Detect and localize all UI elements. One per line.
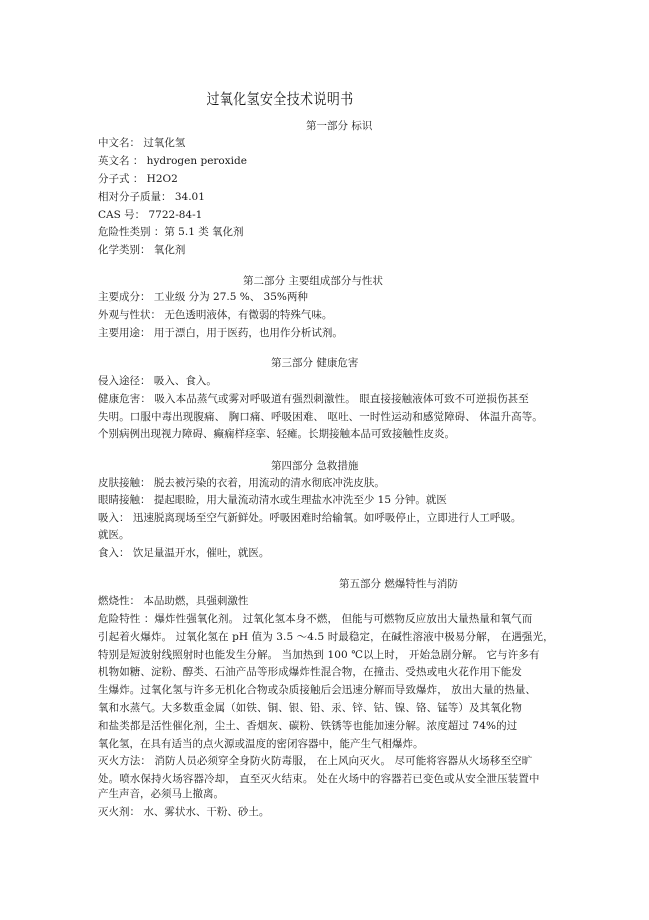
firefighting-method-line-1: 灭火方法： 消防人员必须穿全身防火防毒服， 在上风向灭火。 尽可能将容器从火场移至空旷 (98, 755, 533, 767)
firefighting-method-line-3: 产生声音，必须马上撤离。 (98, 788, 224, 800)
skin-contact-line: 皮肤接触： 脱去被污染的衣着，用流动的清水彻底冲洗皮肤。 (98, 477, 385, 489)
hazard-property-line-3: 特别是短波射线照射时也能发生分解。 当加热到 100 ℃以上时， 开始急剧分解。 它与许多有 (98, 649, 540, 661)
hazard-class-line: 危险性类别 ：第 5.1 类 氧化剂 (98, 226, 244, 238)
flammability-line: 燃烧性： 本品助燃，具强刺激性 (98, 595, 249, 607)
section-heading-fire-explosion: 第五部分 燃爆特性与消防 (339, 578, 458, 590)
health-hazard-line-3: 个别病例出现视力障碍、癫痫样痉挛、轻瘫。长期接触本品可致接触性皮炎。 (98, 428, 455, 440)
document-title: 过氧化氢安全技术说明书 (206, 90, 354, 108)
cas-number-line: CAS 号： 7722-84-1 (98, 209, 203, 221)
section-heading-composition: 第二部分 主要组成部分与性状 (243, 275, 383, 287)
section-heading-health-hazards: 第三部分 健康危害 (271, 357, 359, 369)
chinese-name-line: 中文名： 过氧化氢 (98, 137, 186, 149)
inhalation-line: 吸入： 迅速脱离现场至空气新鲜处。呼吸困难时给输氧。如呼吸停止，立即进行人工呼吸。 (98, 512, 522, 524)
firefighting-method-line-2: 处。喷水保持火场容器冷却， 直至灭火结束。 处在火场中的容器若已变色或从安全泄压装置中 (98, 773, 540, 785)
hazard-property-line-4: 机物如糖、淀粉、醇类、石油产品等形成爆炸性混合物，在撞击、受热或电火花作用下能发 (98, 666, 522, 678)
health-hazard-line-1: 健康危害： 吸入本品蒸气或雾对呼吸道有强烈刺激性。 眼直接接触液体可致不可逆损伤甚至 (98, 393, 529, 405)
hazard-property-line-2: 引起着火爆炸。 过氧化氢在 pH 值为 3.5 ～4.5 时最稳定，在碱性溶液中极易分解， 在遇强光， (98, 631, 554, 643)
ingestion-line: 食入： 饮足量温开水，催吐，就医。 (98, 547, 270, 559)
extinguishing-agent-line: 灭火剂： 水、雾状水、干粉、砂土。 (98, 806, 270, 818)
hazard-property-line-5: 生爆炸。过氧化氢与许多无机化合物或杂质接触后会迅速分解而导致爆炸， 放出大量的热量、 (98, 684, 537, 696)
chemical-category-line: 化学类别： 氧化剂 (98, 244, 186, 256)
section-heading-first-aid: 第四部分 急救措施 (271, 460, 359, 472)
eye-contact-line: 眼睛接触： 提起眼睑，用大量流动清水或生理盐水冲洗至少 15 分钟。就医 (98, 494, 447, 506)
main-components-line: 主要成分： 工业级 分为 27.5 %、 35%两种 (98, 291, 308, 303)
english-name-line: 英文名 ： hydrogen peroxide (98, 155, 247, 167)
exposure-route-line: 侵入途径： 吸入、食入。 (98, 375, 217, 387)
molecular-weight-line: 相对分子质量： 34.01 (98, 191, 205, 203)
hazard-property-line-1: 危险特性 ：爆炸性强氧化剂。 过氧化氢本身不燃， 但能与可燃物反应放出大量热量和氧气而 (98, 613, 533, 625)
health-hazard-line-2: 失明。口服中毒出现腹痛、 胸口痛、呼吸困难、 呕吐、一时性运动和感觉障碍、 体温升高等。 (98, 411, 543, 423)
main-uses-line: 主要用途： 用于漂白，用于医药，也用作分析试剂。 (98, 327, 343, 339)
appearance-line: 外观与性状： 无色透明液体，有微弱的特殊气味。 (98, 309, 333, 321)
section-heading-identification: 第一部分 标识 (306, 120, 373, 132)
hazard-property-line-6: 氧和水蒸气。大多数重金属（如铁、铜、银、铅、汞、锌、钴、镍、铬、锰等）及其氧化物 (98, 702, 522, 714)
formula-line: 分子式 ： H2O2 (98, 173, 178, 185)
inhalation-line-cont: 就医。 (98, 529, 130, 541)
hazard-property-line-8: 氧化氢，在具有适当的点火源或温度的密闭容器中，能产生气相爆炸。 (98, 738, 424, 750)
hazard-property-line-7: 和盐类都是活性催化剂，尘土、香烟灰、碳粉、铁锈等也能加速分解。浓度超过 74%的过 (98, 720, 518, 732)
